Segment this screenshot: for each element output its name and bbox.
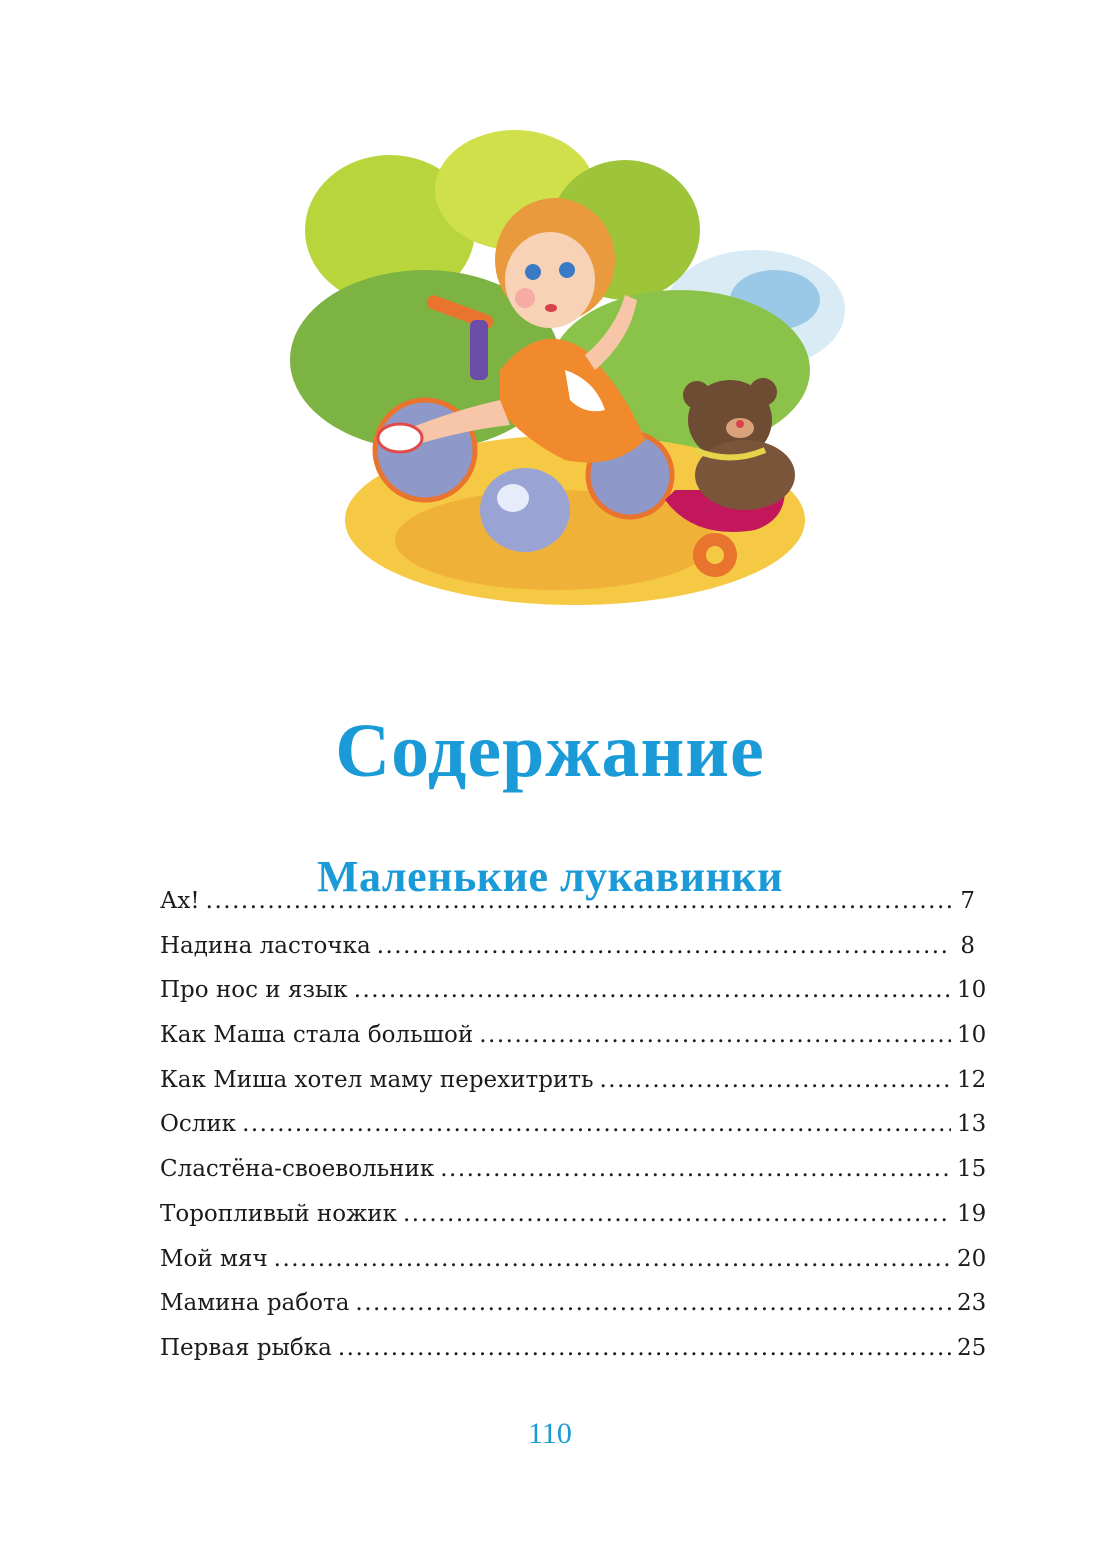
- toc-dot-leader: [274, 1246, 951, 1272]
- toc-entry-title: Сластёна-своевольник: [160, 1156, 435, 1183]
- cart-wheel-hub: [706, 546, 724, 564]
- toc-entry-title: Ах!: [160, 888, 200, 914]
- toc-entry-title: Мамина работа: [160, 1290, 350, 1317]
- toc-entry[interactable]: [160, 1200, 987, 1246]
- toc-dot-leader: [479, 1022, 951, 1048]
- toc-dot-leader: [440, 1156, 951, 1182]
- toc-entry-page: 10: [957, 977, 987, 1004]
- girl-shoe: [378, 424, 422, 452]
- toc-entry-page: 19: [957, 1200, 987, 1227]
- toc-entry-title: Как Миша хотел маму перехитрить: [160, 1066, 594, 1093]
- toc-entry-page: 20: [957, 1245, 987, 1272]
- toc-dot-leader: [242, 1111, 951, 1137]
- toc-dot-leader: [403, 1201, 951, 1227]
- toc-entry[interactable]: [160, 1066, 987, 1112]
- toc-entry-title: Про нос и язык: [160, 977, 348, 1004]
- toc-entry-page: 23: [957, 1290, 987, 1317]
- page-title: Содержание: [335, 708, 765, 793]
- wheel-highlight: [497, 484, 529, 512]
- toc-entry[interactable]: [160, 1334, 987, 1380]
- toc-entry-page: 10: [957, 1022, 987, 1049]
- toc-entry[interactable]: [160, 888, 975, 933]
- girl-mouth: [545, 304, 557, 312]
- girl-face: [505, 232, 595, 328]
- toc-entry[interactable]: [160, 1022, 987, 1067]
- toc-entry-title: Торопливый ножик: [160, 1200, 397, 1227]
- section-title: Маленькие лукавинки: [316, 851, 784, 901]
- teddy-body: [695, 440, 795, 510]
- toc-entry-title: Мой мяч: [160, 1245, 268, 1272]
- toc-entry-page: 12: [957, 1066, 987, 1093]
- toc-entry[interactable]: [160, 1245, 987, 1291]
- toc-entry-page: 7: [960, 888, 975, 914]
- toc-entry-page: 13: [957, 1111, 987, 1138]
- toc-entry[interactable]: [160, 977, 987, 1022]
- toc-entry-title: Надина ласточка: [160, 932, 371, 959]
- toc-entry[interactable]: [160, 1290, 987, 1335]
- teddy-ear-right: [749, 378, 777, 406]
- illustration-canvas: [285, 120, 855, 610]
- toc-entry-title: Ослик: [160, 1111, 237, 1138]
- teddy-ear-left: [683, 381, 711, 409]
- girl-on-tricycle-illustration: [285, 120, 855, 610]
- girl-eye-right: [559, 262, 575, 278]
- girl-cheek: [515, 288, 535, 308]
- toc-entry-page: 25: [957, 1334, 987, 1361]
- toc-dot-leader: [338, 1335, 951, 1361]
- toc-entry-title: Как Маша стала большой: [160, 1022, 474, 1049]
- girl-eye-left: [525, 264, 541, 280]
- page-number: 110: [528, 1417, 572, 1450]
- toc-dot-leader: [355, 1290, 951, 1316]
- toc-entry[interactable]: [160, 1156, 987, 1201]
- toc-dot-leader: [206, 888, 951, 914]
- toc-entry[interactable]: [160, 933, 975, 978]
- tricycle-wheel-front: [480, 468, 570, 552]
- toc-entry-title: Первая рыбка: [160, 1334, 332, 1361]
- table-of-contents: [160, 888, 987, 1380]
- teddy-nose: [736, 420, 744, 428]
- toc-dot-leader: [600, 1067, 952, 1093]
- toc-entry-page: 15: [957, 1156, 987, 1183]
- toc-entry[interactable]: [160, 1111, 987, 1156]
- toc-dot-leader: [354, 977, 951, 1003]
- handlebar-stem: [470, 320, 488, 380]
- toc-dot-leader: [377, 933, 951, 959]
- toc-entry-page: 8: [960, 932, 975, 959]
